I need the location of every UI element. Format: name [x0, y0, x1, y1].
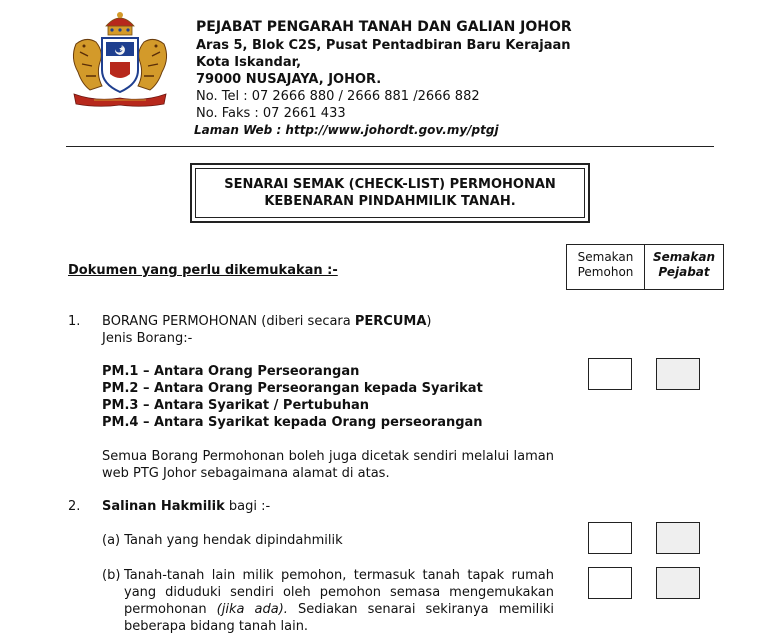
- org-name: PEJABAT PENGARAH TANAH DAN GALIAN JOHOR: [196, 19, 572, 35]
- item-2-title-bold: Salinan Hakmilik: [102, 499, 225, 514]
- crown-icon: [106, 12, 134, 35]
- column-header-pejabat-line-2: Pejabat: [658, 265, 710, 279]
- title-line-2: KEBENARAN PINDAHMILIK TANAH.: [264, 194, 516, 209]
- checkbox-pemohon-item-2b[interactable]: [588, 567, 632, 599]
- item-2b-text-1: Tanah-tanah lain milik pemohon, termasuk tanah tapak rumah yang diduduki sendiri oleh pemohon semasa mengemukakan permohonan: [124, 568, 554, 617]
- title-box-inner: [195, 168, 585, 218]
- form-pm3: PM.3 – Antara Syarikat / Pertubuhan: [102, 398, 369, 413]
- item-1-note: Semua Borang Permohonan boleh juga dicetak sendiri melalui laman web PTG Johor sebagaimana alamat di atas.: [102, 449, 554, 481]
- form-pm4: PM.4 – Antara Syarikat kepada Orang perseorangan: [102, 415, 483, 430]
- item-1-lead: [102, 313, 431, 330]
- title-box-outer: [190, 163, 590, 223]
- column-header-pemohon: [566, 244, 645, 290]
- column-header-pejabat-line-1: Semakan: [652, 250, 715, 264]
- item-2-title: [102, 498, 270, 515]
- johor-crest-logo: [66, 12, 174, 108]
- checkbox-pejabat-item-2a[interactable]: [656, 522, 700, 554]
- title-line-1: SENARAI SEMAK (CHECK-LIST) PERMOHONAN: [224, 177, 556, 192]
- address-line-3: 79000 NUSAJAYA, JOHOR.: [196, 72, 382, 87]
- address-line-1: Aras 5, Blok C2S, Pusat Pentadbiran Baru Kerajaan: [196, 38, 571, 53]
- tiger-left-icon: [73, 39, 102, 90]
- form-pm1: PM.1 – Antara Orang Perseorangan: [102, 364, 360, 379]
- item-2b-italic: (jika ada).: [216, 602, 288, 617]
- column-header-pemohon-line-2: Pemohon: [577, 265, 634, 279]
- section-heading: Dokumen yang perlu dikemukakan :-: [68, 263, 338, 278]
- header-divider: [66, 146, 714, 147]
- checkbox-pejabat-item-2b[interactable]: [656, 567, 700, 599]
- column-header-pejabat: [644, 244, 724, 290]
- fax-line: No. Faks : 07 2661 433: [196, 106, 346, 121]
- item-2-number: 2.: [68, 499, 81, 514]
- column-header-pemohon-line-1: Semakan: [577, 250, 634, 264]
- address-line-2: Kota Iskandar,: [196, 55, 302, 70]
- item-2-title-rest: bagi :-: [224, 499, 271, 514]
- ribbon-scroll-icon: [74, 94, 166, 106]
- item-1-number: 1.: [68, 314, 81, 329]
- item-1-subtitle: Jenis Borang:-: [102, 331, 193, 346]
- checkbox-pemohon-item-2a[interactable]: [588, 522, 632, 554]
- shield-icon: [102, 38, 138, 92]
- tel-line: No. Tel : 07 2666 880 / 2666 881 /2666 882: [196, 89, 480, 104]
- checkbox-pemohon-item-1[interactable]: [588, 358, 632, 390]
- tiger-right-icon: [138, 39, 167, 90]
- item-1-lead-text: BORANG PERMOHONAN (diberi secara: [102, 314, 355, 329]
- website-line: Laman Web : http://www.johordt.gov.my/ptgj: [194, 123, 499, 137]
- item-1-lead-end: ): [426, 314, 432, 329]
- form-pm2: PM.2 – Antara Orang Perseorangan kepada Syarikat: [102, 381, 483, 396]
- item-2b-label: (b): [102, 568, 121, 583]
- item-2b-text-2: Sediakan senarai sekiranya memiliki beberapa bidang tanah lain.: [124, 602, 554, 634]
- item-2b-text: [124, 567, 554, 635]
- item-2a-text: (a) Tanah yang hendak dipindahmilik: [102, 533, 343, 548]
- item-1-lead-bold: PERCUMA: [354, 314, 427, 329]
- checkbox-pejabat-item-1[interactable]: [656, 358, 700, 390]
